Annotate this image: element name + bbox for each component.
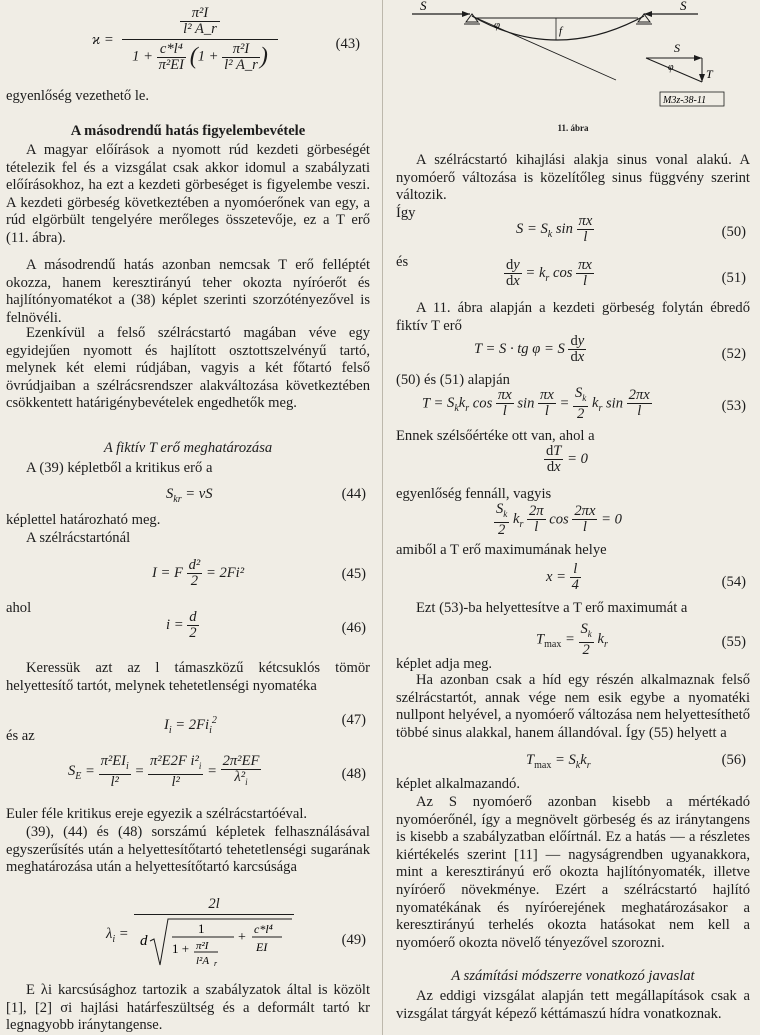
- right-column: [396, 0, 750, 1035]
- figure-11-drawing: [406, 0, 746, 112]
- paragraph: Az eddigi vizsgálat alapján tett megállapítások csak a vizsgálat tárgyát képező kéttámaszú hídra vonatkoznak.: [396, 988, 750, 1022]
- svg-text:π²I: π²I: [196, 939, 209, 952]
- eq49-lhs: $\lambda_i$ =: [106, 926, 129, 945]
- eq49-fraction: [134, 896, 294, 976]
- eq50-number: (50): [721, 224, 746, 240]
- eq47-number: (47): [341, 712, 366, 728]
- eq43-numerator: [122, 6, 278, 37]
- eq49-denominator: [134, 915, 294, 971]
- eq51-formula: $\frac{dy}{dx}$ = $k_r$ cos $\frac{\pi x}{l}$: [506, 257, 592, 289]
- paragraph: Ezenkívül a felső szélrácstartó magában véve egy egyidejűen nyomott és hajlított osztottszelvényű tartó, melynek két elemi rúdjában, vagyis a két főtartó felső övrúdjaiban a szélrácsrendszer alakváltozása következtében csökkentett határigénybevételek engedhetők meg.: [6, 325, 370, 412]
- eq43-num-top: π²I: [180, 6, 220, 22]
- paragraph: [6, 142, 370, 248]
- section-heading: A másodrendű hatás figyelembevétele: [70, 123, 306, 139]
- eq43-den-paren-bottom: l² A_r: [224, 57, 258, 73]
- equation-44: [6, 486, 370, 506]
- fig-label-s-right: S: [680, 0, 687, 13]
- eq43-denominator: [122, 42, 278, 73]
- eq49-numerator: 2l: [134, 896, 294, 915]
- fig-stamp: M3z-38-11: [663, 95, 707, 106]
- equation-53: [396, 386, 750, 420]
- equation-dT-dx: [396, 444, 750, 478]
- eq53-formula: $T = S_kk_r$ cos $\frac{\pi x}{l}$ sin $\frac{\pi x}{l}$ = $\frac{S_k}{2}$ $k_r$ sin $\frac{2\pi x}{l}$: [422, 385, 650, 422]
- paragraph: Euler féle kritikus ereje egyezik a szélrácstartóéval.: [6, 806, 308, 822]
- paragraph: A (39) képletből a kritikus erő a: [26, 460, 213, 476]
- eq45-formula: I = F $\frac{\text{d²}}{2}$ = 2Fi²: [152, 557, 245, 589]
- eq43-number: (43): [335, 36, 360, 52]
- left-column: [6, 0, 370, 1035]
- eq52-formula: T = S · tg φ = S $\frac{dy}{dx}$: [474, 333, 585, 365]
- equation-43: [6, 6, 370, 74]
- fig-label-s-mid: S: [674, 41, 680, 55]
- figure-caption: 11. ábra: [557, 123, 589, 133]
- eq43-den-start: 1 +: [132, 48, 153, 65]
- svg-text:l²A: l²A: [196, 954, 210, 967]
- eq53-number: (53): [721, 398, 746, 414]
- eq48-number: (48): [341, 766, 366, 782]
- fig-label-s-left: S: [420, 0, 427, 13]
- paragraph: képlet alkalmazandó.: [396, 776, 520, 792]
- paragraph: E λi karcsúsághoz tartozik a szabályzatok által is közölt [1], [2] σi hajlási határfeszültség és a deformált tartó kr legnagyobb iránytangense.: [6, 982, 370, 1034]
- eq45-frac: $\frac{\text{d²}}{2}$: [188, 557, 201, 589]
- paragraph: képlet adja meg.: [396, 656, 493, 672]
- eq51-number: (51): [721, 270, 746, 286]
- paragraph: Az S nyomóerő azonban kisebb a mértékadó nyomóerőnél, így a megnövelt görbeség és az iránytangens is kisebb a szabályzatban előírtnál. Ez a hatás — a részletes kiértékelés szerint [11] — nagyságrendben ugyanakkora, mint a keresztirányú erő okozta hajlítónyomaték, illetve nyíróerő növekménye. Ezért a szélrácstartó hajlító nyomatékának és nyíróerejének meghatározásakor a keresztirányú terhelés okozta hatásokat nem kell a nyomóerő okozta növelő tényezővel szorozni.: [396, 794, 750, 951]
- eq43-den-frac-bottom: π²EI: [158, 57, 185, 73]
- eq43-den-frac: [157, 42, 186, 73]
- fig-label-f: f: [559, 25, 563, 37]
- equation-56: [396, 752, 750, 772]
- fig-label-phi-right: φ: [668, 62, 674, 73]
- eq44-formula: $S_{kr} = \nu S$: [166, 486, 213, 505]
- paragraph: (39), (44) és (48) sorszámú képletek felhasználásával egyszerűsítés után a helyettesítőtartó tehetetlenségi sugarának meghatározása után a helyettesítőtartó karcsúsága: [6, 824, 370, 876]
- eq55-formula: $T_{max}$ = $\frac{S_k}{2}$ $k_r$: [536, 621, 608, 658]
- paragraph: Így: [396, 205, 416, 221]
- svg-text:1: 1: [198, 920, 205, 936]
- paragraph: A másodrendű hatás azonban nemcsak T erő felléptét okozza, hanem keresztirányú teher okozta nyíróerőt és hajlítónyomatékot a (38) képlet szerinti szorzótényezővel is felnövéli.: [6, 257, 370, 326]
- svg-text:d: d: [140, 932, 148, 949]
- paragraph-text: A magyar előírások a nyomott rúd kezdeti görbeségét tételezik fel és a vizsgálat csak akkor idomul a szabályzati előírásokhoz, ha ezt a kezdeti görbeséget is figyelembe veszi. A kezdeti görbeség következtében a nyomóerőnek van egy, a rúd elgörbült tengelyére merőleges összetevője, ez a T erő (11. ábra).: [6, 142, 370, 246]
- svg-text:r: r: [214, 958, 218, 968]
- eq43-den-paren: [222, 42, 260, 73]
- paragraph: A szélrácstartó kihajlási alakja sinus vonal alakú. A nyomóerő változása is közelítőleg sinus függvény szerint változik.: [396, 152, 750, 204]
- eq43-main-fraction: [122, 6, 278, 73]
- eq52-number: (52): [721, 346, 746, 362]
- paragraph: és: [396, 254, 409, 270]
- eq46-formula: i = $\frac{d}{2}$: [166, 609, 197, 641]
- paragraph: egyenlőség vezethető le.: [6, 88, 150, 104]
- eq47-formula: $I_i = 2Fi_i^2$: [164, 715, 217, 736]
- paragraph: (50) és (51) alapján: [396, 372, 510, 388]
- eq46-frac: $\frac{d}{2}$: [189, 609, 197, 641]
- eq43-lhs: ϰ =: [92, 32, 114, 48]
- eq43-paren-open: (: [189, 43, 198, 70]
- eq43-one: 1 +: [197, 48, 219, 65]
- section-heading: A fiktív T erő meghatározása: [103, 440, 273, 456]
- paragraph: és az: [6, 728, 35, 744]
- eq55-number: (55): [721, 634, 746, 650]
- eq43-den-frac-top: c*l⁴: [157, 42, 186, 58]
- paragraph: képlettel határozható meg.: [6, 512, 161, 528]
- section-heading: A számítási módszerre vonatkozó javaslat: [451, 968, 695, 984]
- equation-51: [396, 258, 750, 292]
- paragraph: A 11. ábra alapján a kezdeti görbeség folytán ébredő fiktív T erő: [396, 300, 750, 334]
- equation-extremum: [396, 502, 750, 536]
- eq56-number: (56): [721, 752, 746, 768]
- eq43-num-bottom: l² A_r: [183, 21, 217, 37]
- eq44-number: (44): [341, 486, 366, 502]
- svg-text:EI: EI: [256, 939, 268, 954]
- eq45-number: (45): [341, 566, 366, 582]
- eq56-formula: $T_{max} = S_kk_r$: [526, 752, 591, 771]
- column-divider: [382, 0, 383, 1035]
- equation-49: [6, 896, 370, 976]
- eq54-number: (54): [721, 574, 746, 590]
- paragraph: egyenlőség fennáll, vagyis: [396, 486, 552, 502]
- equation-52: [396, 334, 750, 368]
- eq46-number: (46): [341, 620, 366, 636]
- svg-text:+: +: [238, 929, 246, 945]
- paragraph: Ha azonban csak a híd egy részén alkalmaznak felső szélrácstartót, annak vége nem esik egybe a nyomatéki nullpont helyével, a nyomóerő változása nem helyettesíthető többé sinus alakkal, hanem állandóval. Így (55) helyett a: [396, 672, 750, 741]
- eq49-number: (49): [341, 932, 366, 948]
- equation-45: [6, 556, 370, 590]
- figure-11: [396, 0, 750, 140]
- paragraph: A szélrácstartónál: [26, 530, 131, 546]
- eq50-formula: $S = S_k$ sin $\frac{\pi x}{l}$: [516, 213, 593, 245]
- paragraph: Keressük azt az l támaszközű kétcsuklós tömör helyettesítő tartót, melynek tehetetlenségi nyomatéka: [6, 660, 370, 694]
- paragraph: Ezt (53)-ba helyettesítve a T erő maximumát a: [416, 600, 688, 616]
- paragraph: Ennek szélsőértéke ott van, ahol a: [396, 428, 595, 444]
- eq43-bar: [122, 39, 278, 40]
- equation-50: [396, 214, 750, 248]
- equation-54: [396, 562, 750, 596]
- equation-46: [6, 610, 370, 644]
- fig-label-phi-left: φ: [494, 19, 501, 31]
- fig-label-t: T: [706, 67, 713, 81]
- eq-dtdx-formula: $\frac{dT}{dx}$ = 0: [546, 443, 588, 475]
- equation-48: [6, 752, 370, 792]
- eq43-den-paren-top: π²I: [222, 42, 260, 58]
- svg-text:c*l⁴: c*l⁴: [254, 921, 273, 936]
- eq43-paren-close: ): [259, 43, 268, 70]
- eq48-formula: $S_E$ = $\frac{\pi^2EI_i}{\text{l²}}$ = $\frac{\pi^2E2F i^2_i}{\text{l²}}$ = $\frac{\text{2π²EF}}{\lambda^2_i}$: [68, 753, 260, 790]
- paragraph: amiből a T erő maximumának helye: [396, 542, 607, 558]
- svg-text:1 +: 1 +: [172, 940, 190, 956]
- equation-55: [396, 622, 750, 656]
- eq54-formula: x = $\frac{l}{4}$: [546, 561, 579, 593]
- paragraph: ahol: [6, 600, 32, 616]
- eq-extremum-formula: $\frac{S_k}{2}$ $k_r$ $\frac{2\pi}{l}$ cos $\frac{2\pi x}{l}$ = 0: [496, 501, 622, 538]
